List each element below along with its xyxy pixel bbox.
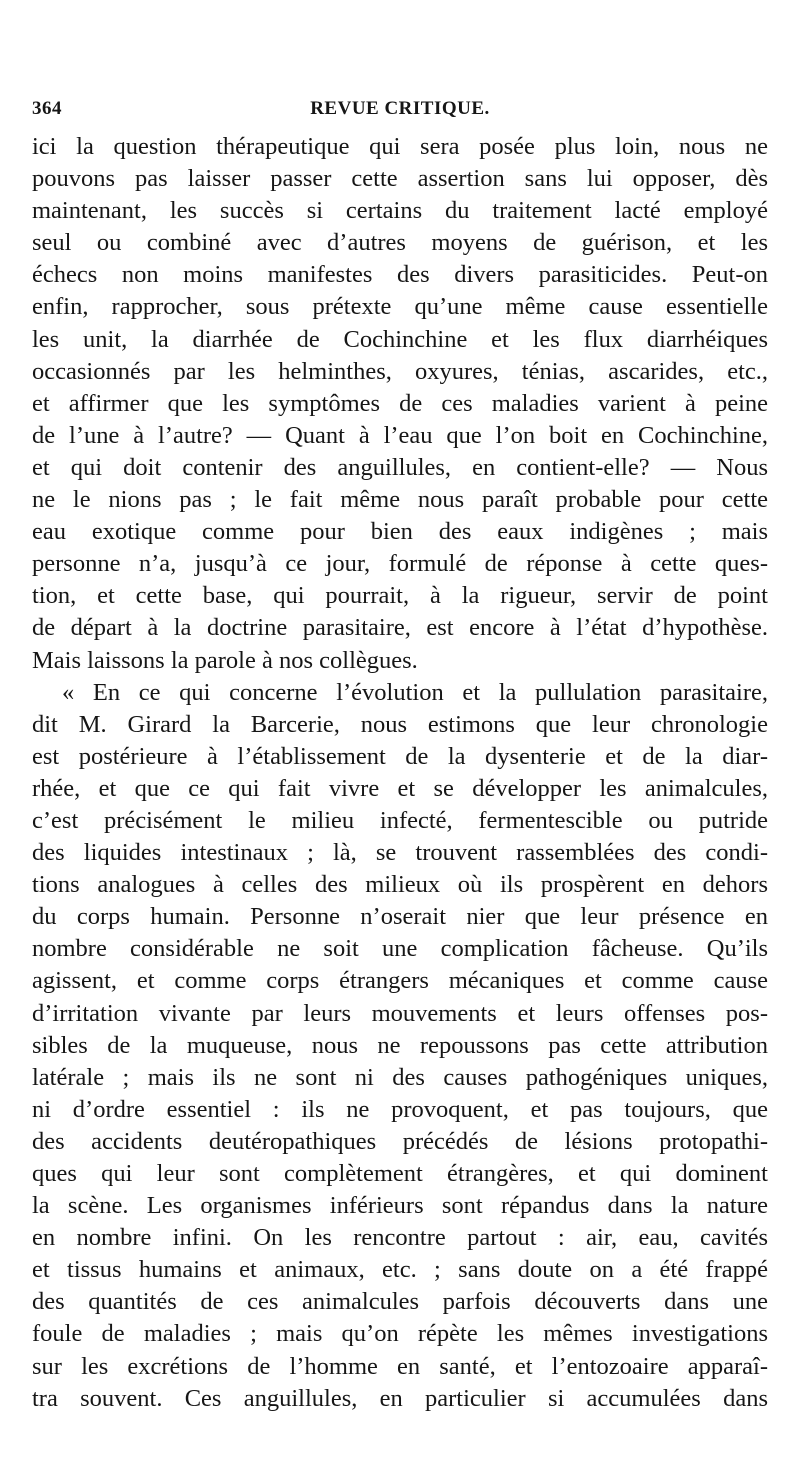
text-line: de l’une à l’autre? — Quant à l’eau que l’on boit en Cochinchine, — [32, 421, 768, 449]
text-line: agissent, et comme corps étrangers mécaniques et comme cause — [32, 967, 768, 995]
text-line: sur les excrétions de l’homme en santé, et l’entozoaire apparaî- — [32, 1352, 768, 1380]
text-line: sibles de la muqueuse, nous ne repoussons pas cette attribution — [32, 1031, 768, 1059]
text-line: échecs non moins manifestes des divers parasiticides. Peut-on — [32, 261, 768, 289]
page-number: 364 — [32, 98, 62, 119]
text-line: rhée, et que ce qui fait vivre et se développer les animalcules, — [32, 774, 768, 802]
text-line: nombre considérable ne soit une complication fâcheuse. Qu’ils — [32, 935, 768, 963]
paragraph-start-line: « En ce qui concerne l’évolution et la pullulation parasitaire, — [62, 678, 768, 706]
text-line: personne n’a, jusqu’à ce jour, formulé de réponse à cette ques- — [32, 550, 768, 578]
text-line: du corps humain. Personne n’oserait nier que leur présence en — [32, 903, 768, 931]
text-line: des liquides intestinaux ; là, se trouvent rassemblées des condi- — [32, 839, 768, 867]
text-line: est postérieure à l’établissement de la dysenterie et de la diar- — [32, 742, 768, 770]
body-text — [32, 131, 768, 1415]
running-title: REVUE CRITIQUE. — [310, 98, 490, 119]
text-line: pouvons pas laisser passer cette assertion sans lui opposer, dès — [32, 165, 768, 193]
running-header — [32, 98, 768, 126]
text-line: des quantités de ces animalcules parfois découverts dans une — [32, 1288, 768, 1316]
text-line: tions analogues à celles des milieux où ils prospèrent en dehors — [32, 871, 768, 899]
text-line: ici la question thérapeutique qui sera posée plus loin, nous ne — [32, 133, 768, 160]
text-line: et qui doit contenir des anguillules, en contient-elle? — Nous — [32, 453, 768, 481]
text-line: et tissus humains et animaux, etc. ; sans doute on a été frappé — [32, 1256, 768, 1284]
text-line: en nombre infini. On les rencontre partout : air, eau, cavités — [32, 1224, 768, 1252]
text-line: et affirmer que les symptômes de ces maladies varient à peine — [32, 389, 768, 417]
text-line: latérale ; mais ils ne sont ni des causes pathogéniques uniques, — [32, 1063, 768, 1091]
text-line: ni d’ordre essentiel : ils ne provoquent, et pas toujours, que — [32, 1095, 768, 1123]
text-line: seul ou combiné avec d’autres moyens de guérison, et les — [32, 229, 768, 257]
text-line: c’est précisément le milieu infecté, fermentescible ou putride — [32, 806, 768, 834]
text-line: de départ à la doctrine parasitaire, est encore à l’état d’hypothèse. — [32, 614, 768, 642]
text-line: la scène. Les organismes inférieurs sont répandus dans la nature — [32, 1192, 768, 1220]
text-line: foule de maladies ; mais qu’on répète les mêmes investigations — [32, 1320, 768, 1348]
text-line: tion, et cette base, qui pourrait, à la rigueur, servir de point — [32, 582, 768, 610]
text-line: ne le nions pas ; le fait même nous paraît probable pour cette — [32, 486, 768, 514]
text-line: maintenant, les succès si certains du traitement lacté employé — [32, 197, 768, 225]
text-line: enfin, rapprocher, sous prétexte qu’une même cause essentielle — [32, 293, 768, 321]
paragraph-end-line: Mais laissons la parole à nos collègues. — [32, 646, 418, 674]
text-line: eau exotique comme pour bien des eaux indigènes ; mais — [32, 518, 768, 546]
text-line: des accidents deutéropathiques précédés de lésions protopathi- — [32, 1127, 768, 1155]
text-line: les unit, la diarrhée de Cochinchine et les flux diarrhéiques — [32, 325, 768, 353]
text-line: occasionnés par les helminthes, oxyures, ténias, ascarides, etc., — [32, 357, 768, 385]
text-line: ques qui leur sont complètement étrangères, et qui dominent — [32, 1160, 768, 1187]
text-line: dit M. Girard la Barcerie, nous estimons que leur chronologie — [32, 710, 768, 738]
text-line: d’irritation vivante par leurs mouvements et leurs offenses pos- — [32, 999, 768, 1027]
text-line: tra souvent. Ces anguillules, en particulier si accumulées dans — [32, 1384, 768, 1412]
